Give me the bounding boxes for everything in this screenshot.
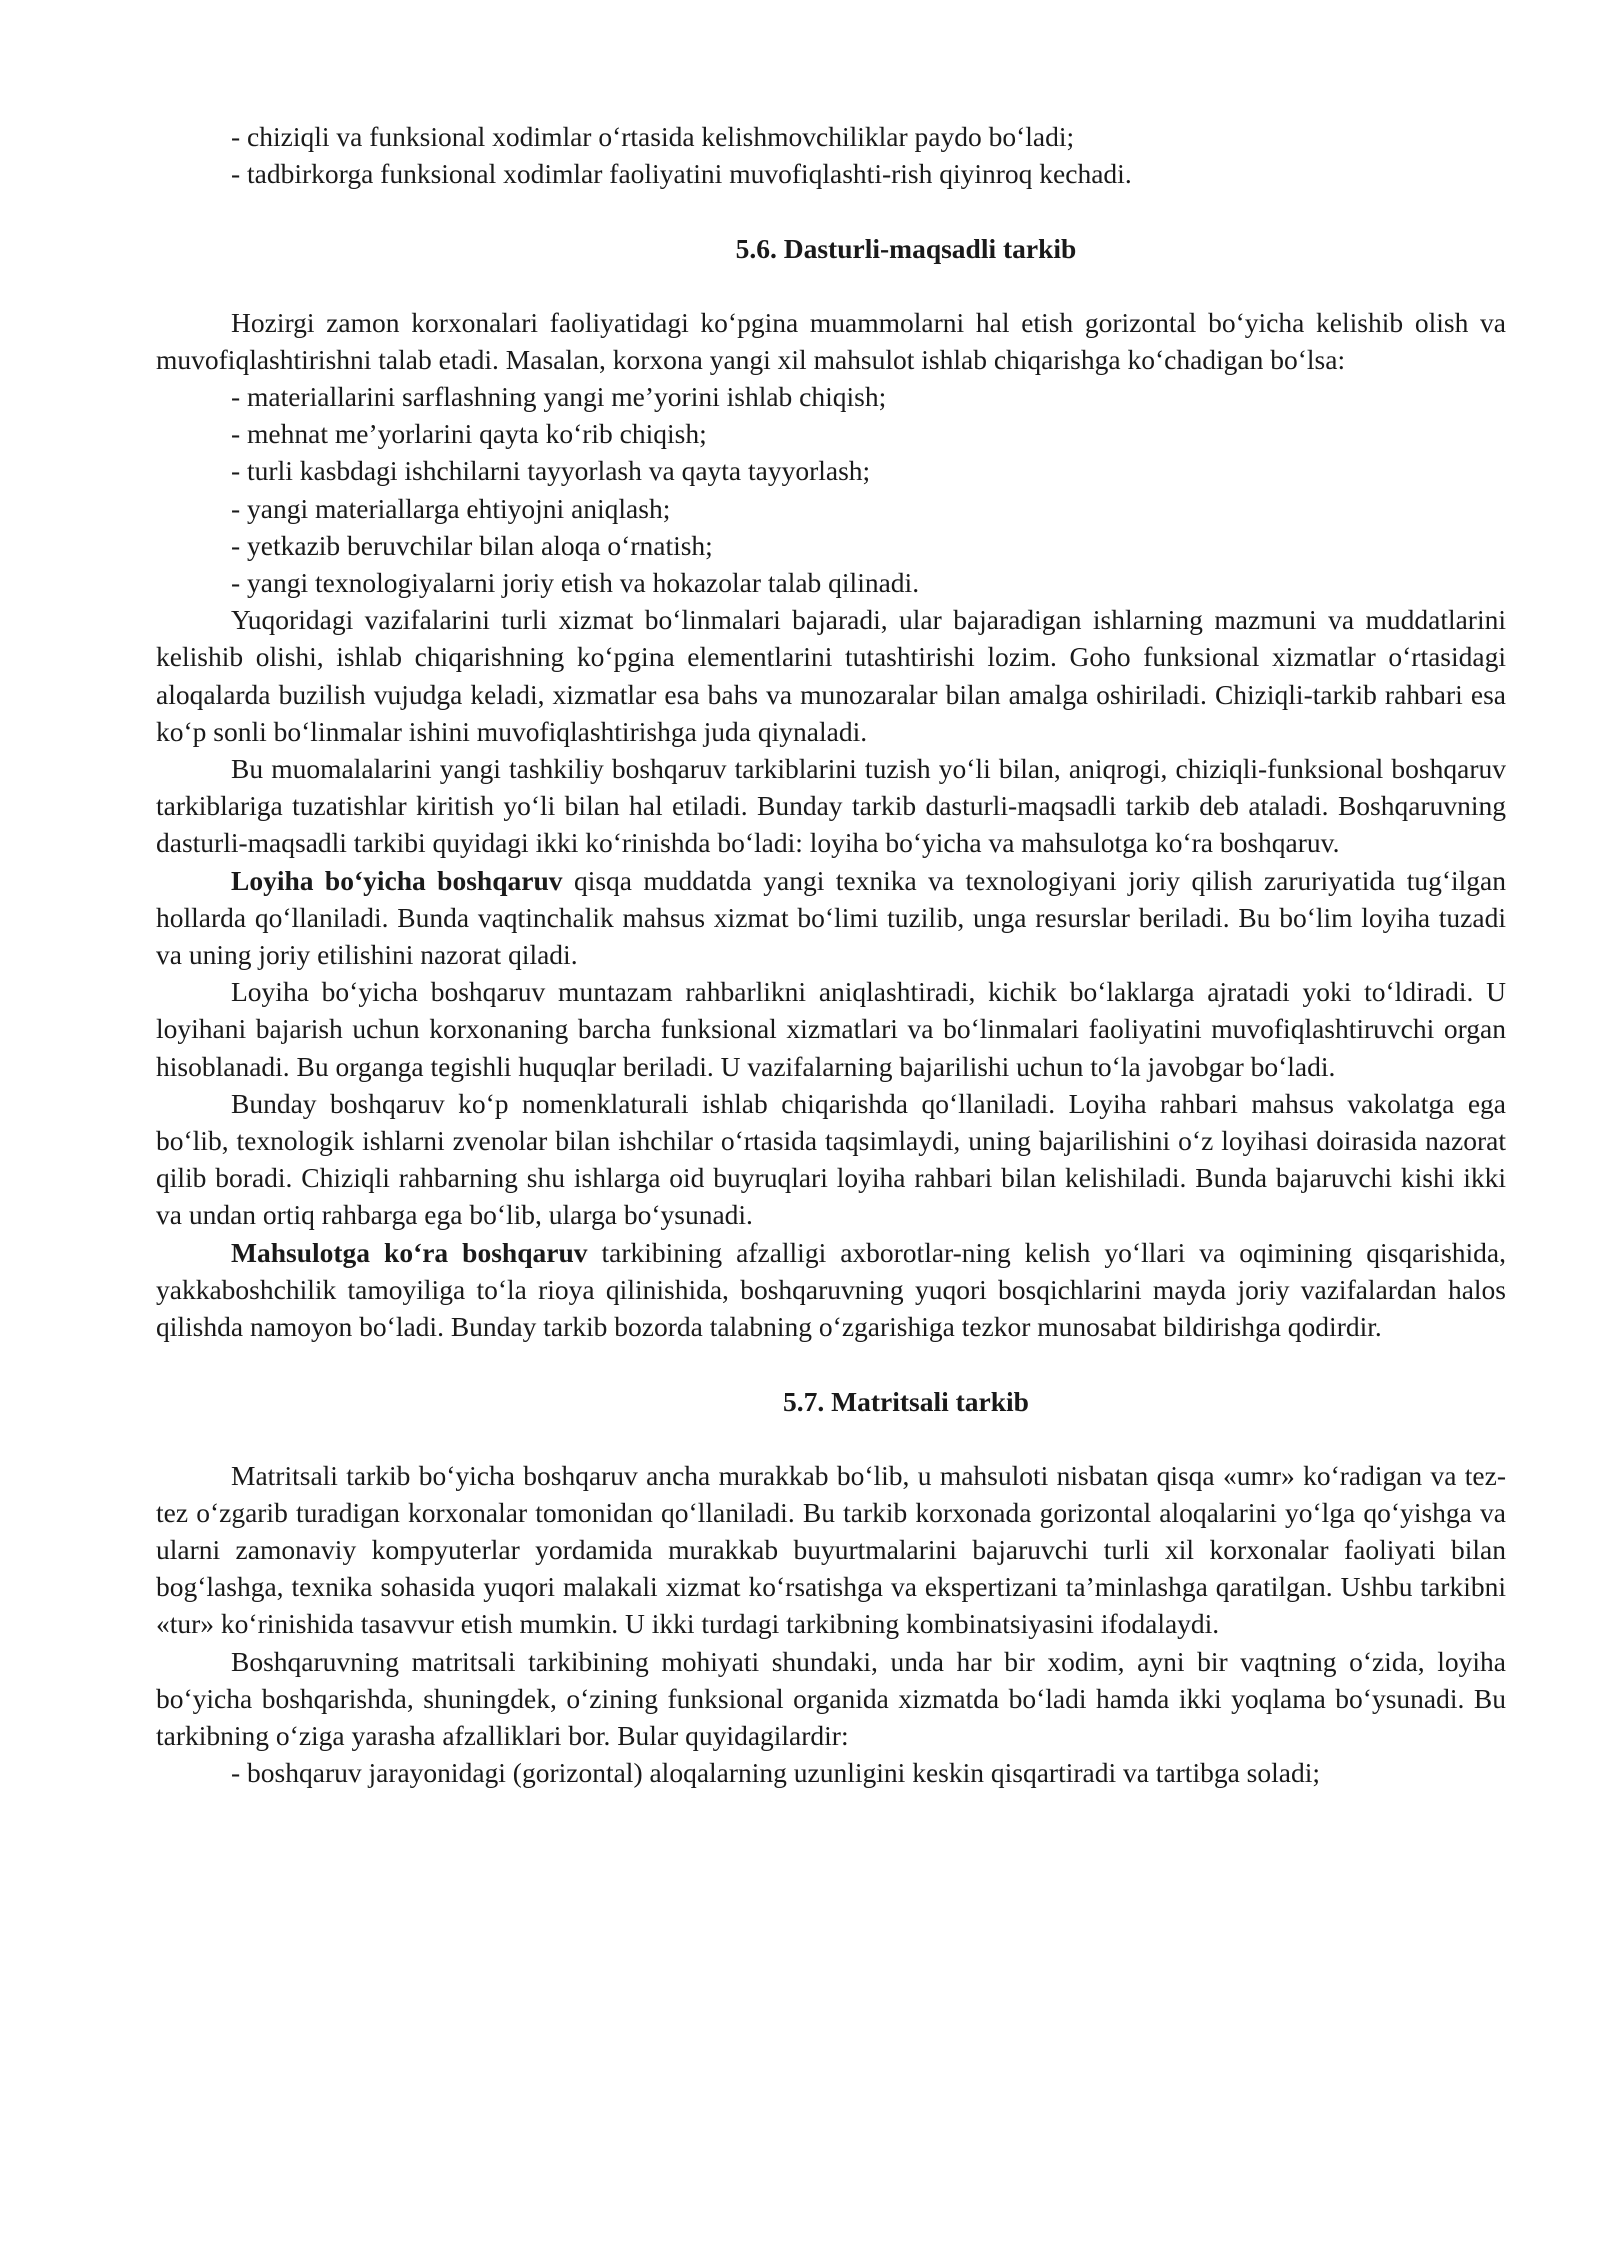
- list-item: - yangi texnologiyalarni joriy etish va hokazolar talab qilinadi.: [231, 567, 920, 599]
- paragraph-text: tarkibining afzalligi axborotlar-ning kelish yo‘llari va oqimining qisqarishida, yakkaboshchilik tamoyiliga to‘la rioya qilinishida, boshqaruvning yuqori bosqichlarini mayda joriy vazifalardan halos qilishda namoyon bo‘ladi. Bunday tarkib bozorda talabning o‘zgarishiga tezkor munosabat bildirishga qodirdir.: [156, 1236, 1506, 1343]
- intro-list-item: - chiziqli va funksional xodimlar o‘rtasida kelishmovchiliklar paydo bo‘ladi;: [231, 121, 1075, 152]
- list-item: - turli kasbdagi ishchilarni tayyorlash va qayta tayyorlash;: [231, 455, 871, 487]
- list-item: - yangi materiallarga ehtiyojni aniqlash;: [231, 492, 671, 524]
- paragraph: Hozirgi zamon korxonalari faoliyatidagi ko‘pgina muammolarni hal etish gorizontal bo‘yicha kelishib olish va muvofiqlashtirishni talab etadi. Masalan, korxona yangi xil mahsulot ishlab chiqarishga ko‘chadigan bo‘lsa:: [156, 306, 1506, 375]
- bold-term: Loyiha bo‘yicha boshqaruv: [231, 864, 563, 896]
- list-item: - mehnat me’yorlarini qayta ko‘rib chiqish;: [231, 418, 707, 450]
- paragraph: [156, 1234, 1506, 1346]
- document-page: [156, 118, 1506, 1791]
- paragraph: Loyiha bo‘yicha boshqaruv muntazam rahbarlikni aniqlashtiradi, kichik bo‘laklarga ajratadi yoki to‘ldiradi. U loyihani bajarish uchun korxonaning barcha funksional xizmatlari va bo‘linmalari faoliyatini muvofiqlashtiruvchi organ hisoblanadi. Bu organga tegishli huquqlar beriladi. U vazifalarning bajarilishi uchun to‘la javobgar bo‘ladi.: [156, 976, 1506, 1082]
- list-item: - boshqaruv jarayonidagi (gorizontal) aloqalarning uzunligini keskin qisqartiradi va tartibga soladi;: [231, 1757, 1321, 1789]
- section-heading-5-7: 5.7. Matritsali tarkib: [783, 1386, 1029, 1418]
- paragraph: [156, 862, 1506, 974]
- paragraph: Yuqoridagi vazifalarini turli xizmat bo‘linmalari bajaradi, ular bajaradigan ishlarning mazmuni va muddatlarini kelishib olishi, ishlab chiqarishning ko‘pgina elementlarini tutashtirishi lozim. Goho funksional xizmatlar o‘rtasidagi aloqalarda buzilish vujudga keladi, xizmatlar esa bahs va munozaralar bilan amalga oshiriladi. Chiziqli-tarkib rahbari esa ko‘p sonli bo‘linmalar ishini muvofiqlashtirishga juda qiynaladi.: [156, 604, 1506, 747]
- paragraph-text: qisqa muddatda yangi texnika va texnologiyani joriy qilish zaruriyatida tug‘ilgan hollarda qo‘llaniladi. Bunda vaqtinchalik mahsus xizmat bo‘limi tuzilib, unga resurslar beriladi. Bu bo‘lim loyiha tuzadi va uning joriy etilishini nazorat qiladi.: [156, 864, 1506, 971]
- bold-term: Mahsulotga ko‘ra boshqaruv: [231, 1236, 588, 1268]
- paragraph: Boshqaruvning matritsali tarkibining mohiyati shundaki, unda har bir xodim, ayni bir vaqtning o‘zida, loyiha bo‘yicha boshqarishda, shuningdek, o‘zining funksional organida xizmatda bo‘ladi hamda ikki yoqlama bo‘ysunadi. Bu tarkibning o‘ziga yarasha afzalliklari bor. Bular quyidagilardir:: [156, 1645, 1506, 1751]
- paragraph: Bu muomalalarini yangi tashkiliy boshqaruv tarkiblarini tuzish yo‘li bilan, aniqrogi, chiziqli-funksional boshqaruv tarkiblariga tuzatishlar kiritish yo‘li bilan hal etiladi. Bunday tarkib dasturli-maqsadli tarkib deb ataladi. Boshqaruvning dasturli-maqsadli tarkibi quyidagi ikki ko‘rinishda bo‘ladi: loyiha bo‘yicha va mahsulotga ko‘ra boshqaruv.: [156, 753, 1506, 859]
- paragraph: Bunday boshqaruv ko‘p nomenklaturali ishlab chiqarishda qo‘llaniladi. Loyiha rahbari mahsus vakolatga ega bo‘lib, texnologik ishlarni zvenolar bilan ishchilar o‘rtasida taqsimlaydi, uning bajarilishini o‘z loyihasi doirasida nazorat qilib boradi. Chiziqli rahbarning shu ishlarga oid buyruqlari loyiha rahbari bilan kelishiladi. Bunda bajaruvchi kishi ikki va undan ortiq rahbarga ega bo‘lib, ularga bo‘ysunadi.: [156, 1087, 1506, 1231]
- section-heading-5-6: 5.6. Dasturli-maqsadli tarkib: [735, 233, 1077, 265]
- paragraph: Matritsali tarkib bo‘yicha boshqaruv ancha murakkab bo‘lib, u mahsuloti nisbatan qisqa «umr» ko‘radigan va tez-tez o‘zgarib turadigan korxonalar tomonidan qo‘llaniladi. Bu tarkib korxonada gorizontal aloqalarini yo‘lga qo‘yishga va ularni zamonaviy kompyuterlar yordamida murakkab buyurtmalarini bajaruvchi turli xil korxonalar faoliyati bilan bog‘lashga, texnika sohasida yuqori malakali xizmat ko‘rsatishga va ekspertizani ta’minlashga qaratilgan. Ushbu tarkibni «tur» ko‘rinishida tasavvur etish mumkin. U ikki turdagi tarkibning kombinatsiyasini ifodalaydi.: [156, 1459, 1506, 1640]
- list-item: - materiallarini sarflashning yangi me’yorini ishlab chiqish;: [231, 381, 887, 413]
- list-item: - yetkazib beruvchilar bilan aloqa o‘rnatish;: [231, 529, 713, 561]
- intro-list-item: - tadbirkorga funksional xodimlar faoliyatini muvofiqlashti-rish qiyinroq kechadi.: [231, 158, 1132, 190]
